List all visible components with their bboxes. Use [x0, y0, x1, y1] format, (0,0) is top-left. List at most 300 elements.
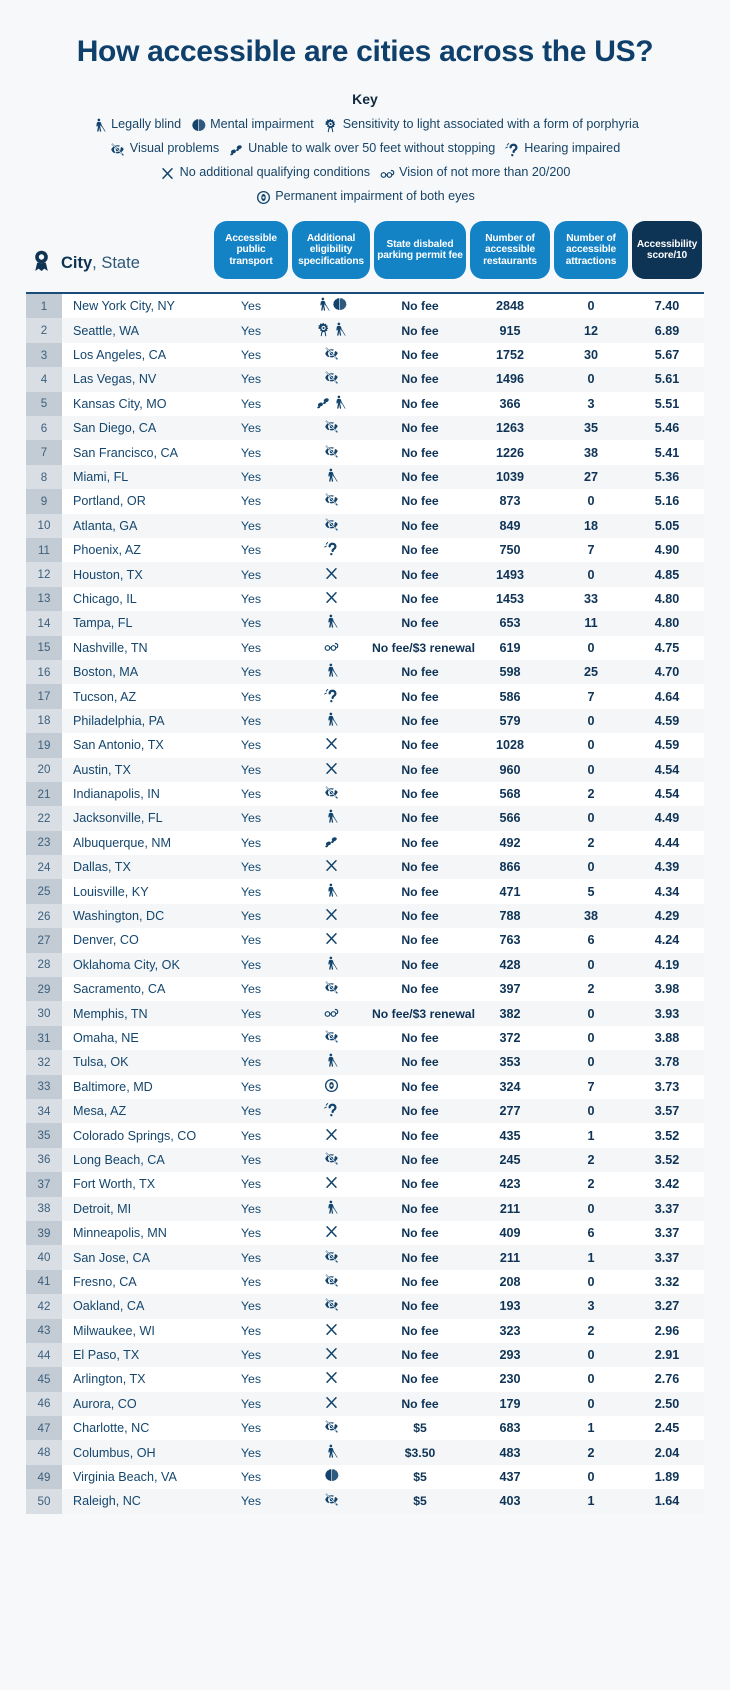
- row-attractions: 30: [583, 348, 598, 363]
- row-rank: 48: [26, 1440, 62, 1464]
- row-transport: Yes: [240, 396, 262, 411]
- page-title: How accessible are cities across the US?: [76, 35, 654, 68]
- row-permit-fee: $3.50: [404, 1445, 436, 1460]
- row-rank: 47: [26, 1416, 62, 1440]
- row-attractions: 2: [587, 835, 595, 850]
- row-eligibility-icons: [290, 1367, 372, 1391]
- row-permit-fee: No fee: [401, 1250, 439, 1265]
- row-score: 4.54: [654, 762, 680, 777]
- row-restaurants: 960: [499, 762, 521, 777]
- row-rank: 8: [26, 465, 62, 489]
- row-permit-fee: No fee: [401, 762, 439, 777]
- row-transport: Yes: [240, 1274, 262, 1289]
- table-row: [26, 367, 704, 391]
- row-rank: 19: [26, 733, 62, 757]
- row-restaurants: 293: [499, 1348, 521, 1363]
- row-eligibility-icons: [290, 343, 372, 367]
- row-restaurants: 245: [499, 1152, 521, 1167]
- row-score: 4.64: [654, 689, 680, 704]
- row-attractions: 1: [587, 1494, 595, 1509]
- row-eligibility-icons: [290, 1416, 372, 1440]
- row-transport: Yes: [240, 640, 262, 655]
- row-city: Dallas, TX: [73, 860, 131, 875]
- row-eligibility-icons: [290, 733, 372, 757]
- row-eligibility-icons: [290, 489, 372, 513]
- row-eligibility-icons: [290, 855, 372, 879]
- row-attractions: 0: [587, 1201, 595, 1216]
- row-transport: Yes: [240, 1177, 262, 1192]
- row-eligibility-icons: [290, 1026, 372, 1050]
- row-attractions: 5: [587, 884, 595, 899]
- key-item-label: Hearing impaired: [524, 141, 621, 156]
- row-city: Portland, OR: [73, 494, 146, 509]
- row-transport: Yes: [240, 591, 262, 606]
- row-permit-fee: No fee: [401, 470, 439, 485]
- row-permit-fee: No fee: [401, 1128, 439, 1143]
- row-transport: Yes: [240, 713, 262, 728]
- row-eligibility-icons: [290, 294, 372, 318]
- column-header-eligibility-badge: Additional eligibility specifications: [292, 221, 370, 279]
- row-city: San Antonio, TX: [73, 738, 164, 753]
- row-score: 3.27: [654, 1299, 680, 1314]
- x-mark-icon: [324, 590, 339, 605]
- row-restaurants: 435: [499, 1128, 521, 1143]
- row-score: 4.44: [654, 835, 680, 850]
- row-eligibility-icons: [290, 709, 372, 733]
- eye-slash-icon: [324, 785, 339, 800]
- table-row: [26, 343, 704, 367]
- table-header: [26, 221, 704, 294]
- table-row: [26, 1026, 704, 1050]
- column-header-attractions-badge: Number of accessible attractions: [554, 221, 628, 279]
- x-mark-icon: [324, 1370, 339, 1385]
- row-transport: Yes: [240, 494, 262, 509]
- key-item: [91, 117, 181, 133]
- row-transport: Yes: [240, 1494, 262, 1509]
- eye-slash-icon: [324, 419, 339, 434]
- row-score: 3.52: [654, 1128, 680, 1143]
- row-city: Boston, MA: [73, 665, 139, 680]
- key-line: [26, 189, 704, 205]
- row-restaurants: 193: [499, 1299, 521, 1314]
- row-permit-fee: No fee: [401, 738, 439, 753]
- row-restaurants: 1752: [495, 348, 525, 363]
- row-rank: 41: [26, 1270, 62, 1294]
- eye-slash-icon: [324, 444, 339, 459]
- eye-icon: [255, 189, 271, 205]
- row-score: 4.59: [654, 713, 680, 728]
- row-restaurants: 598: [499, 665, 521, 680]
- eye-slash-icon: [324, 1249, 339, 1264]
- column-header-transport-badge: Accessible public transport: [214, 221, 288, 279]
- key-line: [26, 117, 704, 133]
- row-rank: 12: [26, 562, 62, 586]
- row-attractions: 0: [587, 1470, 595, 1485]
- row-rank: 24: [26, 855, 62, 879]
- row-rank: 42: [26, 1294, 62, 1318]
- blind-person-icon: [324, 1053, 339, 1068]
- row-city: Atlanta, GA: [73, 518, 138, 533]
- row-permit-fee: No fee: [401, 1274, 439, 1289]
- blind-person-icon: [324, 614, 339, 629]
- row-permit-fee: No fee: [401, 713, 439, 728]
- footsteps-icon: [324, 834, 339, 849]
- row-score: 4.39: [654, 860, 680, 875]
- row-restaurants: 1226: [495, 445, 525, 460]
- row-rank: 38: [26, 1197, 62, 1221]
- x-mark-icon: [324, 1395, 339, 1410]
- row-transport: Yes: [240, 299, 262, 314]
- table-row: [26, 1270, 704, 1294]
- row-score: 1.64: [654, 1494, 680, 1509]
- row-score: 3.88: [654, 1031, 680, 1045]
- row-score: 4.59: [654, 738, 680, 753]
- key-item-label: Vision of not more than 20/200: [399, 165, 571, 180]
- row-transport: Yes: [240, 1079, 262, 1094]
- row-permit-fee: No fee: [401, 1177, 439, 1192]
- table-row: [26, 1343, 704, 1367]
- table-row: [26, 1148, 704, 1172]
- row-restaurants: 653: [499, 616, 521, 631]
- table-row: [26, 1075, 704, 1099]
- row-score: 4.80: [654, 616, 680, 631]
- key-item-label: Legally blind: [111, 117, 182, 132]
- row-permit-fee: No fee: [401, 811, 439, 826]
- row-transport: Yes: [240, 1299, 262, 1314]
- row-attractions: 0: [587, 1006, 595, 1021]
- column-header-city-label: [61, 254, 140, 273]
- row-restaurants: 1496: [495, 372, 525, 387]
- row-eligibility-icons: [290, 1050, 372, 1074]
- table-row: [26, 1392, 704, 1416]
- row-restaurants: 353: [499, 1055, 521, 1070]
- row-transport: Yes: [240, 860, 262, 875]
- sun-gear-icon: [323, 117, 339, 133]
- table-row: [26, 538, 704, 562]
- row-permit-fee: No fee: [401, 1372, 439, 1387]
- row-attractions: 18: [583, 518, 598, 533]
- row-permit-fee: No fee: [401, 494, 439, 509]
- row-rank: 30: [26, 1001, 62, 1025]
- row-transport: Yes: [240, 1421, 262, 1436]
- column-header-permit-fee-badge: State disbaled parking permit fee: [374, 221, 466, 279]
- row-eligibility-icons: [290, 1270, 372, 1294]
- row-eligibility-icons: [290, 806, 372, 830]
- row-attractions: 3: [587, 396, 595, 411]
- row-transport: Yes: [240, 616, 262, 631]
- row-rank: 18: [26, 709, 62, 733]
- blind-person-icon: [324, 712, 339, 727]
- blind-person-icon: [316, 297, 331, 312]
- blind-person-icon: [324, 956, 339, 971]
- glasses-icon: [379, 165, 395, 181]
- row-transport: Yes: [240, 1031, 262, 1045]
- column-header-eligibility: [290, 221, 372, 291]
- row-eligibility-icons: [290, 562, 372, 586]
- row-attractions: 0: [587, 957, 595, 972]
- row-city: Albuquerque, NM: [73, 835, 172, 850]
- column-header-score: [630, 221, 704, 291]
- row-attractions: 0: [587, 372, 595, 387]
- row-attractions: 7: [587, 543, 595, 558]
- row-eligibility-icons: [290, 514, 372, 538]
- row-eligibility-icons: [290, 1075, 372, 1099]
- row-transport: Yes: [240, 835, 262, 850]
- row-restaurants: 277: [499, 1104, 521, 1119]
- column-header-restaurants: [468, 221, 552, 291]
- award-rosette-icon: [32, 250, 51, 277]
- row-eligibility-icons: [290, 465, 372, 489]
- column-header-attractions: [552, 221, 630, 291]
- column-header-score-badge: Accessibility score/10: [632, 221, 702, 279]
- column-header-permit-fee: [372, 221, 468, 291]
- blind-person-icon: [324, 468, 339, 483]
- row-score: 4.90: [654, 543, 680, 558]
- row-score: 3.32: [654, 1274, 680, 1289]
- row-rank: 35: [26, 1123, 62, 1147]
- row-city: Kansas City, MO: [73, 396, 167, 411]
- row-eligibility-icons: [290, 611, 372, 635]
- row-attractions: 33: [583, 591, 598, 606]
- row-score: 2.96: [654, 1323, 680, 1338]
- row-score: 1.89: [654, 1470, 680, 1485]
- row-transport: Yes: [240, 1323, 262, 1338]
- row-attractions: 2: [587, 982, 595, 997]
- footsteps-icon: [228, 141, 244, 157]
- row-restaurants: 1453: [495, 591, 525, 606]
- row-transport: Yes: [240, 787, 262, 802]
- table-row: [26, 953, 704, 977]
- eye-slash-icon: [324, 1273, 339, 1288]
- row-attractions: 6: [587, 1226, 595, 1241]
- row-rank: 20: [26, 758, 62, 782]
- row-transport: Yes: [240, 762, 262, 777]
- key-item: [110, 141, 219, 157]
- row-eligibility-icons: [290, 904, 372, 928]
- row-attractions: 7: [587, 689, 595, 704]
- eye-icon: [324, 1078, 339, 1093]
- key-item: [190, 117, 314, 133]
- row-transport: Yes: [240, 1445, 262, 1460]
- row-restaurants: 1039: [495, 470, 525, 485]
- row-score: 3.57: [654, 1104, 680, 1119]
- blind-person-icon: [324, 883, 339, 898]
- table-row: [26, 1294, 704, 1318]
- row-restaurants: 1263: [495, 421, 525, 436]
- row-transport: Yes: [240, 1470, 262, 1485]
- row-rank: 29: [26, 977, 62, 1001]
- row-permit-fee: No fee: [401, 665, 439, 680]
- blind-person-icon: [91, 117, 107, 133]
- row-score: 3.52: [654, 1152, 680, 1167]
- key-item-label: Mental impairment: [210, 117, 314, 132]
- row-transport: Yes: [240, 1250, 262, 1265]
- row-attractions: 0: [587, 738, 595, 753]
- row-permit-fee: No fee: [401, 372, 439, 387]
- row-restaurants: 915: [499, 323, 521, 338]
- table-row: [26, 1245, 704, 1269]
- row-attractions: 7: [587, 1079, 595, 1094]
- row-city: Mesa, AZ: [73, 1104, 127, 1119]
- row-rank: 34: [26, 1099, 62, 1123]
- row-city: Aurora, CO: [73, 1396, 137, 1411]
- row-attractions: 2: [587, 1152, 595, 1167]
- ear-deaf-icon: [324, 1102, 339, 1117]
- row-city: Colorado Springs, CO: [73, 1128, 197, 1143]
- row-score: 2.50: [654, 1396, 680, 1411]
- row-permit-fee: No fee: [401, 909, 439, 924]
- row-eligibility-icons: [290, 1489, 372, 1513]
- row-transport: Yes: [240, 982, 262, 997]
- table-row: [26, 1099, 704, 1123]
- row-rank: 39: [26, 1221, 62, 1245]
- eye-slash-icon: [324, 1297, 339, 1312]
- row-restaurants: 750: [499, 543, 521, 558]
- row-score: 3.98: [654, 982, 680, 997]
- column-header-city: [26, 221, 212, 291]
- row-eligibility-icons: [290, 1221, 372, 1245]
- row-permit-fee: No fee: [401, 323, 439, 338]
- row-transport: Yes: [240, 933, 262, 948]
- row-eligibility-icons: [290, 1123, 372, 1147]
- row-city: Las Vegas, NV: [73, 372, 157, 387]
- row-city: San Jose, CA: [73, 1250, 151, 1265]
- eye-slash-icon: [324, 1151, 339, 1166]
- row-city: Oklahoma City, OK: [73, 957, 180, 972]
- row-permit-fee: No fee: [401, 933, 439, 948]
- row-restaurants: 403: [499, 1494, 521, 1509]
- row-transport: Yes: [240, 543, 262, 558]
- row-attractions: 0: [587, 299, 595, 314]
- row-eligibility-icons: [290, 1172, 372, 1196]
- row-score: 2.45: [654, 1421, 680, 1436]
- row-eligibility-icons: [290, 660, 372, 684]
- row-score: 4.24: [654, 933, 680, 948]
- row-restaurants: 873: [499, 494, 521, 509]
- table-row: [26, 782, 704, 806]
- row-attractions: 0: [587, 1372, 595, 1387]
- row-restaurants: 208: [499, 1274, 521, 1289]
- row-attractions: 11: [584, 616, 598, 631]
- key-item: [160, 165, 370, 181]
- row-score: 4.49: [654, 811, 680, 826]
- row-rank: 44: [26, 1343, 62, 1367]
- row-eligibility-icons: [290, 636, 372, 660]
- row-restaurants: 1028: [495, 738, 525, 753]
- row-eligibility-icons: [290, 1343, 372, 1367]
- row-attractions: 0: [587, 1031, 595, 1045]
- footsteps-icon: [316, 395, 331, 410]
- row-attractions: 1: [587, 1250, 595, 1265]
- table-row: [26, 1440, 704, 1464]
- table-row: [26, 1172, 704, 1196]
- row-attractions: 27: [583, 470, 598, 485]
- row-city: Jacksonville, FL: [73, 811, 163, 826]
- row-transport: Yes: [240, 909, 262, 924]
- row-score: 2.76: [654, 1372, 680, 1387]
- table-row: [26, 1050, 704, 1074]
- row-attractions: 2: [587, 787, 595, 802]
- row-rank: 45: [26, 1367, 62, 1391]
- row-eligibility-icons: [290, 758, 372, 782]
- row-rank: 2: [26, 318, 62, 342]
- row-permit-fee: No fee: [401, 445, 439, 460]
- row-eligibility-icons: [290, 1440, 372, 1464]
- row-permit-fee: No fee: [401, 543, 439, 558]
- row-eligibility-icons: [290, 318, 372, 342]
- row-permit-fee: No fee: [401, 1323, 439, 1338]
- eye-slash-icon: [110, 141, 126, 157]
- table-row: [26, 1123, 704, 1147]
- row-transport: Yes: [240, 372, 262, 387]
- row-rank: 25: [26, 879, 62, 903]
- row-transport: Yes: [240, 421, 262, 436]
- key-item-label: Sensitivity to light associated with a form of porphyria: [342, 117, 639, 132]
- row-score: 3.78: [654, 1055, 680, 1070]
- row-transport: Yes: [240, 1348, 262, 1363]
- row-score: 3.93: [654, 1006, 680, 1021]
- row-transport: Yes: [240, 957, 262, 972]
- row-score: 5.05: [654, 518, 680, 533]
- table-row: [26, 977, 704, 1001]
- key-item: [255, 189, 475, 205]
- row-city: Washington, DC: [73, 909, 165, 924]
- row-city: San Francisco, CA: [73, 445, 178, 460]
- row-city: Nashville, TN: [73, 640, 148, 655]
- row-restaurants: 471: [499, 884, 521, 899]
- row-attractions: 0: [587, 1055, 595, 1070]
- row-score: 5.67: [654, 348, 680, 363]
- row-permit-fee: $5: [413, 1470, 427, 1485]
- row-rank: 13: [26, 587, 62, 611]
- table-row: [26, 733, 704, 757]
- row-attractions: 0: [587, 860, 595, 875]
- row-rank: 3: [26, 343, 62, 367]
- table-row: [26, 611, 704, 635]
- glasses-icon: [324, 1005, 339, 1020]
- table-row: [26, 294, 704, 318]
- row-permit-fee: No fee: [401, 860, 439, 875]
- key-item-label: Permanent impairment of both eyes: [275, 189, 475, 204]
- row-city: Fresno, CA: [73, 1274, 137, 1289]
- table-row: [26, 416, 704, 440]
- row-restaurants: 2848: [495, 299, 525, 314]
- row-rank: 23: [26, 831, 62, 855]
- state-word: , State: [92, 254, 140, 273]
- row-city: Los Angeles, CA: [73, 348, 167, 363]
- row-permit-fee: No fee: [401, 835, 439, 850]
- row-permit-fee: No fee: [401, 1104, 439, 1119]
- row-score: 3.37: [654, 1201, 680, 1216]
- row-permit-fee: No fee: [401, 1055, 439, 1070]
- row-restaurants: 866: [499, 860, 521, 875]
- row-eligibility-icons: [290, 392, 372, 416]
- accessibility-table: [26, 221, 704, 1514]
- row-city: Phoenix, AZ: [73, 543, 141, 558]
- brain-icon: [324, 1468, 339, 1483]
- row-city: Detroit, MI: [73, 1201, 132, 1216]
- row-permit-fee: No fee: [401, 299, 439, 314]
- row-city: Louisville, KY: [73, 884, 149, 899]
- row-transport: Yes: [240, 1226, 262, 1241]
- row-permit-fee: No fee: [401, 787, 439, 802]
- row-score: 2.91: [654, 1348, 680, 1363]
- key-item-label: Visual problems: [129, 141, 220, 156]
- row-rank: 31: [26, 1026, 62, 1050]
- glasses-icon: [324, 639, 339, 654]
- row-transport: Yes: [240, 323, 262, 338]
- row-transport: Yes: [240, 567, 262, 582]
